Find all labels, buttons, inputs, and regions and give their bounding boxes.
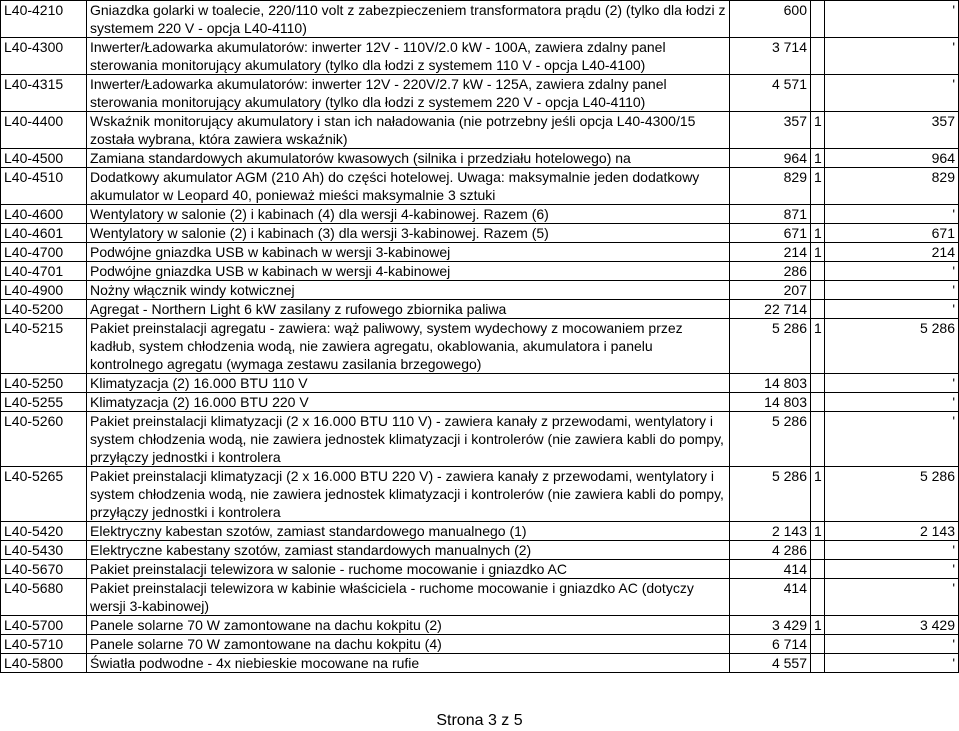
option-qty-cell bbox=[811, 262, 825, 281]
option-price-cell: 5 286 bbox=[730, 467, 811, 522]
option-description-cell: Inwerter/Ładowarka akumulatorów: inwerter 12V - 110V/2.0 kW - 100A, zawiera zdalny panel sterowania monitorujący akumulatory (tylko dla łodzi z systemem 110 V - opcja L40-4100) bbox=[87, 38, 730, 75]
option-qty-cell: 1 bbox=[811, 319, 825, 374]
option-qty-cell bbox=[811, 412, 825, 467]
option-description-cell: Klimatyzacja (2) 16.000 BTU 110 V bbox=[87, 374, 730, 393]
option-description-cell: Podwójne gniazdka USB w kabinach w wersji 3-kabinowej bbox=[87, 243, 730, 262]
option-qty-cell: 1 bbox=[811, 149, 825, 168]
option-total-cell: ' bbox=[825, 654, 959, 673]
option-description-cell: Pakiet preinstalacji klimatyzacji (2 x 16.000 BTU 220 V) - zawiera kanały z przewodami, wentylatory i system chłodzenia wodą, nie zawiera jednostek klimatyzacji i kontrolerów (nie zawiera kabli do pompy, przyłączy jednostki i kontrolera bbox=[87, 467, 730, 522]
table-row bbox=[1, 522, 959, 541]
option-total-cell: ' bbox=[825, 300, 959, 319]
option-qty-cell bbox=[811, 374, 825, 393]
option-price-cell: 207 bbox=[730, 281, 811, 300]
option-qty-cell bbox=[811, 579, 825, 616]
table-row bbox=[1, 412, 959, 467]
option-code-cell: L40-4600 bbox=[1, 205, 87, 224]
option-total-cell: 5 286 bbox=[825, 467, 959, 522]
option-code-cell: L40-5215 bbox=[1, 319, 87, 374]
option-code-cell: L40-5430 bbox=[1, 541, 87, 560]
table-row bbox=[1, 38, 959, 75]
option-description-cell: Agregat - Northern Light 6 kW zasilany z rufowego zbiornika paliwa bbox=[87, 300, 730, 319]
table-row bbox=[1, 654, 959, 673]
options-table-body bbox=[1, 1, 959, 673]
option-price-cell: 4 571 bbox=[730, 75, 811, 112]
option-qty-cell: 1 bbox=[811, 522, 825, 541]
option-code-cell: L40-4210 bbox=[1, 1, 87, 38]
option-description-cell: Wskaźnik monitorujący akumulatory i stan ich naładowania (nie potrzebny jeśli opcja L40-4300/15 została wybrana, która zawiera wskaźnik) bbox=[87, 112, 730, 149]
option-description-cell: Gniazdka golarki w toalecie, 220/110 volt z zabezpieczeniem transformatora prądu (2) (tylko dla łodzi z systemem 220 V - opcja L40-4110) bbox=[87, 1, 730, 38]
option-price-cell: 2 143 bbox=[730, 522, 811, 541]
option-qty-cell bbox=[811, 541, 825, 560]
table-row bbox=[1, 149, 959, 168]
table-row bbox=[1, 374, 959, 393]
option-total-cell: 829 bbox=[825, 168, 959, 205]
option-qty-cell bbox=[811, 1, 825, 38]
option-code-cell: L40-4701 bbox=[1, 262, 87, 281]
option-qty-cell: 1 bbox=[811, 616, 825, 635]
option-code-cell: L40-4900 bbox=[1, 281, 87, 300]
option-qty-cell: 1 bbox=[811, 224, 825, 243]
table-row bbox=[1, 281, 959, 300]
option-price-cell: 414 bbox=[730, 579, 811, 616]
option-code-cell: L40-5680 bbox=[1, 579, 87, 616]
option-code-cell: L40-5420 bbox=[1, 522, 87, 541]
table-row bbox=[1, 1, 959, 38]
option-code-cell: L40-4700 bbox=[1, 243, 87, 262]
option-description-cell: Panele solarne 70 W zamontowane na dachu kokpitu (4) bbox=[87, 635, 730, 654]
option-code-cell: L40-5255 bbox=[1, 393, 87, 412]
option-total-cell: ' bbox=[825, 281, 959, 300]
table-row bbox=[1, 635, 959, 654]
table-row bbox=[1, 168, 959, 205]
table-row bbox=[1, 300, 959, 319]
option-price-cell: 600 bbox=[730, 1, 811, 38]
option-code-cell: L40-5260 bbox=[1, 412, 87, 467]
option-code-cell: L40-5710 bbox=[1, 635, 87, 654]
option-code-cell: L40-5200 bbox=[1, 300, 87, 319]
option-code-cell: L40-4500 bbox=[1, 149, 87, 168]
option-code-cell: L40-4315 bbox=[1, 75, 87, 112]
option-price-cell: 964 bbox=[730, 149, 811, 168]
option-code-cell: L40-4510 bbox=[1, 168, 87, 205]
option-price-cell: 14 803 bbox=[730, 374, 811, 393]
option-description-cell: Dodatkowy akumulator AGM (210 Ah) do części hotelowej. Uwaga: maksymalnie jeden dodatkowy akumulator w Leopard 40, ponieważ mieści maksymalnie 3 sztuki bbox=[87, 168, 730, 205]
table-row bbox=[1, 393, 959, 412]
option-qty-cell: 1 bbox=[811, 243, 825, 262]
option-description-cell: Pakiet preinstalacji telewizora w kabinie właściciela - ruchome mocowanie i gniazdko AC (dotyczy wersji 3-kabinowej) bbox=[87, 579, 730, 616]
option-description-cell: Elektryczne kabestany szotów, zamiast standardowych manualnych (2) bbox=[87, 541, 730, 560]
option-price-cell: 5 286 bbox=[730, 319, 811, 374]
option-qty-cell: 1 bbox=[811, 168, 825, 205]
option-qty-cell bbox=[811, 205, 825, 224]
option-code-cell: L40-5800 bbox=[1, 654, 87, 673]
option-total-cell: 5 286 bbox=[825, 319, 959, 374]
table-row bbox=[1, 579, 959, 616]
option-code-cell: L40-4300 bbox=[1, 38, 87, 75]
option-description-cell: Inwerter/Ładowarka akumulatorów: inwerter 12V - 220V/2.7 kW - 125A, zawiera zdalny panel sterowania monitorujący akumulatory (tylko dla łodzi z systemem 220 V - opcja L40-4110) bbox=[87, 75, 730, 112]
option-total-cell: 671 bbox=[825, 224, 959, 243]
option-code-cell: L40-4601 bbox=[1, 224, 87, 243]
option-total-cell: ' bbox=[825, 262, 959, 281]
option-price-cell: 6 714 bbox=[730, 635, 811, 654]
option-total-cell: 357 bbox=[825, 112, 959, 149]
option-total-cell: ' bbox=[825, 75, 959, 112]
option-total-cell: ' bbox=[825, 412, 959, 467]
option-code-cell: L40-5265 bbox=[1, 467, 87, 522]
option-price-cell: 414 bbox=[730, 560, 811, 579]
table-row bbox=[1, 205, 959, 224]
option-description-cell: Pakiet preinstalacji klimatyzacji (2 x 16.000 BTU 110 V) - zawiera kanały z przewodami, wentylatory i system chłodzenia wodą, nie zawiera jednostek klimatyzacji i kontrolerów (nie zawiera kabli do pompy, przyłączy jednostki i kontrolera bbox=[87, 412, 730, 467]
option-description-cell: Pakiet preinstalacji agregatu - zawiera: wąż paliwowy, system wydechowy z mocowaniem przez kadłub, system chłodzenia wodą, nie zawiera agregatu, okablowania, akumulatora i panelu kontrolnego agregatu (wymaga zestawu zasilania brzegowego) bbox=[87, 319, 730, 374]
option-price-cell: 14 803 bbox=[730, 393, 811, 412]
option-total-cell: ' bbox=[825, 560, 959, 579]
option-price-cell: 671 bbox=[730, 224, 811, 243]
option-price-cell: 871 bbox=[730, 205, 811, 224]
table-row bbox=[1, 224, 959, 243]
option-qty-cell: 1 bbox=[811, 467, 825, 522]
table-row bbox=[1, 319, 959, 374]
table-row bbox=[1, 112, 959, 149]
option-total-cell: ' bbox=[825, 541, 959, 560]
option-price-cell: 4 286 bbox=[730, 541, 811, 560]
option-price-cell: 3 429 bbox=[730, 616, 811, 635]
option-code-cell: L40-5670 bbox=[1, 560, 87, 579]
option-total-cell: ' bbox=[825, 579, 959, 616]
option-description-cell: Wentylatory w salonie (2) i kabinach (3) dla wersji 3-kabinowej. Razem (5) bbox=[87, 224, 730, 243]
option-total-cell: 964 bbox=[825, 149, 959, 168]
option-description-cell: Zamiana standardowych akumulatorów kwasowych (silnika i przedziału hotelowego) na bbox=[87, 149, 730, 168]
option-total-cell: ' bbox=[825, 393, 959, 412]
option-qty-cell bbox=[811, 75, 825, 112]
option-qty-cell bbox=[811, 560, 825, 579]
table-row bbox=[1, 243, 959, 262]
table-row bbox=[1, 262, 959, 281]
option-total-cell: 3 429 bbox=[825, 616, 959, 635]
option-price-cell: 214 bbox=[730, 243, 811, 262]
table-row bbox=[1, 616, 959, 635]
option-code-cell: L40-5700 bbox=[1, 616, 87, 635]
option-description-cell: Światła podwodne - 4x niebieskie mocowane na rufie bbox=[87, 654, 730, 673]
page-footer: Strona 3 z 5 bbox=[436, 712, 523, 729]
option-description-cell: Nożny włącznik windy kotwicznej bbox=[87, 281, 730, 300]
option-total-cell: ' bbox=[825, 205, 959, 224]
option-description-cell: Panele solarne 70 W zamontowane na dachu kokpitu (2) bbox=[87, 616, 730, 635]
option-price-cell: 3 714 bbox=[730, 38, 811, 75]
table-row bbox=[1, 467, 959, 522]
table-row bbox=[1, 541, 959, 560]
option-qty-cell: 1 bbox=[811, 112, 825, 149]
option-description-cell: Elektryczny kabestan szotów, zamiast standardowego manualnego (1) bbox=[87, 522, 730, 541]
option-description-cell: Podwójne gniazdka USB w kabinach w wersji 4-kabinowej bbox=[87, 262, 730, 281]
option-total-cell: ' bbox=[825, 38, 959, 75]
option-price-cell: 5 286 bbox=[730, 412, 811, 467]
option-total-cell: 214 bbox=[825, 243, 959, 262]
option-price-cell: 22 714 bbox=[730, 300, 811, 319]
option-total-cell: 2 143 bbox=[825, 522, 959, 541]
option-total-cell: ' bbox=[825, 635, 959, 654]
option-code-cell: L40-5250 bbox=[1, 374, 87, 393]
option-description-cell: Wentylatory w salonie (2) i kabinach (4) dla wersji 4-kabinowej. Razem (6) bbox=[87, 205, 730, 224]
option-qty-cell bbox=[811, 38, 825, 75]
table-row bbox=[1, 560, 959, 579]
option-price-cell: 286 bbox=[730, 262, 811, 281]
option-price-cell: 357 bbox=[730, 112, 811, 149]
table-row bbox=[1, 75, 959, 112]
option-qty-cell bbox=[811, 300, 825, 319]
option-code-cell: L40-4400 bbox=[1, 112, 87, 149]
option-qty-cell bbox=[811, 281, 825, 300]
option-qty-cell bbox=[811, 654, 825, 673]
option-qty-cell bbox=[811, 393, 825, 412]
option-description-cell: Pakiet preinstalacji telewizora w salonie - ruchome mocowanie i gniazdko AC bbox=[87, 560, 730, 579]
option-price-cell: 4 557 bbox=[730, 654, 811, 673]
option-price-cell: 829 bbox=[730, 168, 811, 205]
option-qty-cell bbox=[811, 635, 825, 654]
option-total-cell: ' bbox=[825, 374, 959, 393]
option-description-cell: Klimatyzacja (2) 16.000 BTU 220 V bbox=[87, 393, 730, 412]
option-total-cell: ' bbox=[825, 1, 959, 38]
